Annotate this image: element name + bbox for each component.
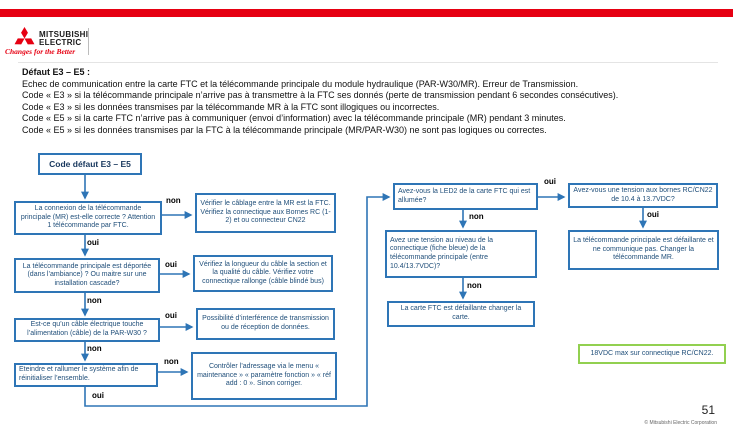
edge-label-non: non bbox=[166, 196, 181, 205]
edge-label-oui: oui bbox=[647, 210, 659, 219]
brand-line1: MITSUBISHI bbox=[39, 30, 89, 39]
node-eteindre-rallumer: Eteindre et rallumer le système afin de réinitialiser l’ensemble. bbox=[14, 363, 158, 387]
edge-label-oui: oui bbox=[87, 238, 99, 247]
node-tension-rc-cn22: Avez-vous une tension aux bornes RC/CN22 de 10.4 à 13.7VDC? bbox=[568, 183, 718, 208]
node-telecommande-deportee: La télécommande principale est déportée (dans l’ambiance) ? Ou maitre sur une installation cascade? bbox=[14, 258, 160, 293]
intro-line: Code « E5 » si la carte FTC n’arrive pas à communiquer (envoi d’information) avec la télécommande principale (MR) pendant 3 minutes. bbox=[22, 113, 566, 123]
edge-label-oui: oui bbox=[92, 391, 104, 400]
defect-title: Défaut E3 – E5 : bbox=[22, 67, 91, 77]
intro-line: Echec de communication entre la carte FTC et la télécommande principale du module hydraulique (PAR-W30/MR). Erreur de Transmission. bbox=[22, 78, 579, 89]
node-interference: Possibilité d’interférence de transmission ou de réception de données. bbox=[196, 308, 335, 340]
node-connexion-telecommande: La connexion de la télécommande principale (MR) est-elle correcte ? Attention 1 télécommande par FTC. bbox=[14, 201, 162, 235]
node-verifier-cablage: Vérifier le câblage entre la MR est la FTC. Vérifiez la connectique aux Bornes RC (1-2) et ou connecteur CN22 bbox=[195, 193, 336, 233]
edge-label-oui: oui bbox=[165, 311, 177, 320]
node-carte-ftc-defaillante: La carte FTC est défaillante changer la carte. bbox=[387, 301, 535, 327]
edge-label-non: non bbox=[87, 296, 102, 305]
edge-label-non: non bbox=[164, 357, 179, 366]
node-led2-allumee: Avez-vous la LED2 de la carte FTC qui est allumée? bbox=[393, 183, 538, 210]
copyright-notice: © Mitsubishi Electric Corporation bbox=[644, 420, 717, 426]
node-controler-adressage: Contrôler l’adressage via le menu « maintenance » « paramètre fonction » « réf add : 0 ». Sinon corriger. bbox=[191, 352, 337, 400]
intro-line: Code « E3 » si la télécommande principale n’arrive pas à transmettre à la FTC ses donnés (perte de transmission pendant 6 secondes consécutives). bbox=[22, 90, 619, 100]
edge-label-oui: oui bbox=[544, 177, 556, 186]
node-verifier-longueur-cable: Vérifiez la longueur du câble la section et la qualité du câble. Vérifiez votre connectique rallonge (câble blindé bus) bbox=[193, 255, 333, 292]
brand-line2: ELECTRIC bbox=[39, 38, 82, 47]
brand-tagline: Changes for the Better bbox=[5, 47, 76, 56]
edge-label-non: non bbox=[469, 212, 484, 221]
node-cable-electrique-touche: Est-ce qu’un câble électrique touche l’alimentation (câble) de la PAR-W30 ? bbox=[14, 318, 160, 342]
intro-line: Code « E3 » si les données transmises par la télécommande MR à la FTC sont illogiques ou incorrectes. bbox=[22, 101, 440, 112]
node-telecommande-defaillante: La télécommande principale est défaillante et ne communique pas. Changer la télécommande MR. bbox=[568, 230, 719, 270]
intro-line: Code « E5 » si les données transmises par la FTC à la télécommande principale (MR/PAR-W30) ne sont pas logiques ou correctes. bbox=[22, 124, 547, 135]
page-number: 51 bbox=[701, 403, 715, 417]
note-18vdc: 18VDC max sur connectique RC/CN22. bbox=[578, 344, 726, 364]
edge-label-non: non bbox=[467, 281, 482, 290]
edge-label-oui: oui bbox=[165, 260, 177, 269]
flowchart-title-box: Code défaut E3 – E5 bbox=[38, 153, 142, 175]
edge-label-non: non bbox=[87, 344, 102, 353]
node-tension-fiche-bleue: Avez une tension au niveau de la connectique (fiche bleue) de la télécommande principale (entre 10.4/13.7VDC)? bbox=[385, 230, 537, 278]
